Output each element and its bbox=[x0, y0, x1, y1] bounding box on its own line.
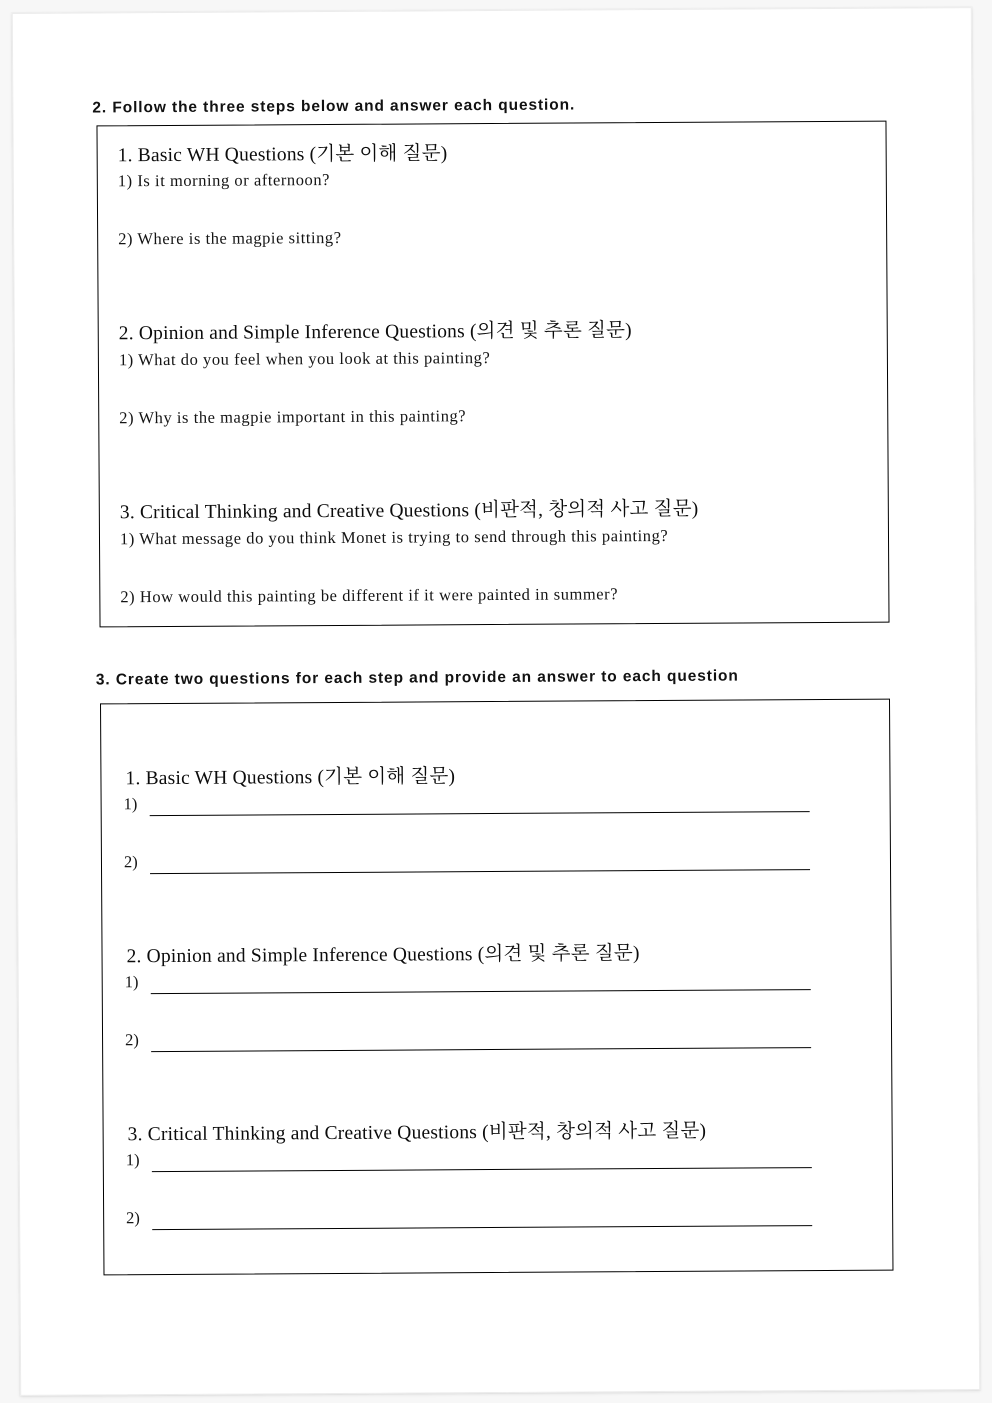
answer-slot-label: 2) bbox=[123, 852, 138, 872]
instruction-step-2: 2. Follow the three steps below and answer each question. bbox=[92, 96, 576, 117]
answer-writing-line[interactable] bbox=[150, 811, 810, 816]
instruction-step-3: 3. Create two questions for each step and provide an answer to each question bbox=[95, 667, 739, 689]
answer-slot-label: 1) bbox=[125, 1150, 140, 1170]
question-item: 2) How would this painting be different if it were painted in summer? bbox=[120, 584, 619, 607]
answer-writing-line[interactable] bbox=[152, 1167, 812, 1172]
answer-writing-line[interactable] bbox=[150, 869, 810, 874]
answer-slot[interactable] bbox=[126, 1204, 812, 1234]
question-section-title-1: 1. Basic WH Questions (기본 이해 질문) bbox=[117, 143, 448, 167]
answer-slot-label: 1) bbox=[123, 794, 138, 814]
answer-slot[interactable] bbox=[125, 1026, 811, 1056]
question-section-title-3: 3. Critical Thinking and Creative Questions (비판적, 창의적 사고 질문) bbox=[119, 498, 699, 524]
answer-slot-label: 2) bbox=[126, 1208, 140, 1228]
worksheet-page bbox=[12, 7, 980, 1396]
answer-section-title-1: 1. Basic WH Questions (기본 이해 질문) bbox=[125, 766, 456, 790]
answer-section-title-3: 3. Critical Thinking and Creative Questions (비판적, 창의적 사고 질문) bbox=[127, 1120, 707, 1146]
answer-slot[interactable] bbox=[124, 848, 810, 878]
student-answers-box bbox=[100, 699, 893, 1276]
question-item: 1) Is it morning or afternoon? bbox=[117, 170, 331, 191]
question-item: 1) What message do you think Monet is trying to send through this painting? bbox=[119, 525, 669, 549]
question-item: 1) What do you feel when you look at this painting? bbox=[118, 348, 491, 370]
answer-writing-line[interactable] bbox=[152, 1225, 812, 1230]
sample-questions-box bbox=[96, 121, 889, 628]
question-section-title-2: 2. Opinion and Simple Inference Questions (의견 및 추론 질문) bbox=[118, 320, 632, 345]
answer-slot[interactable] bbox=[126, 1146, 812, 1176]
answer-section-title-2: 2. Opinion and Simple Inference Questions (의견 및 추론 질문) bbox=[126, 943, 640, 968]
page-content bbox=[13, 8, 979, 1395]
answer-slot-label: 2) bbox=[125, 1030, 139, 1050]
question-item: 2) Why is the magpie important in this painting? bbox=[119, 406, 467, 428]
answer-slot[interactable] bbox=[125, 968, 811, 998]
answer-writing-line[interactable] bbox=[151, 989, 811, 994]
answer-writing-line[interactable] bbox=[151, 1047, 811, 1052]
answer-slot-label: 1) bbox=[124, 972, 139, 992]
answer-slot[interactable] bbox=[124, 790, 810, 820]
question-item: 2) Where is the magpie sitting? bbox=[118, 227, 342, 249]
